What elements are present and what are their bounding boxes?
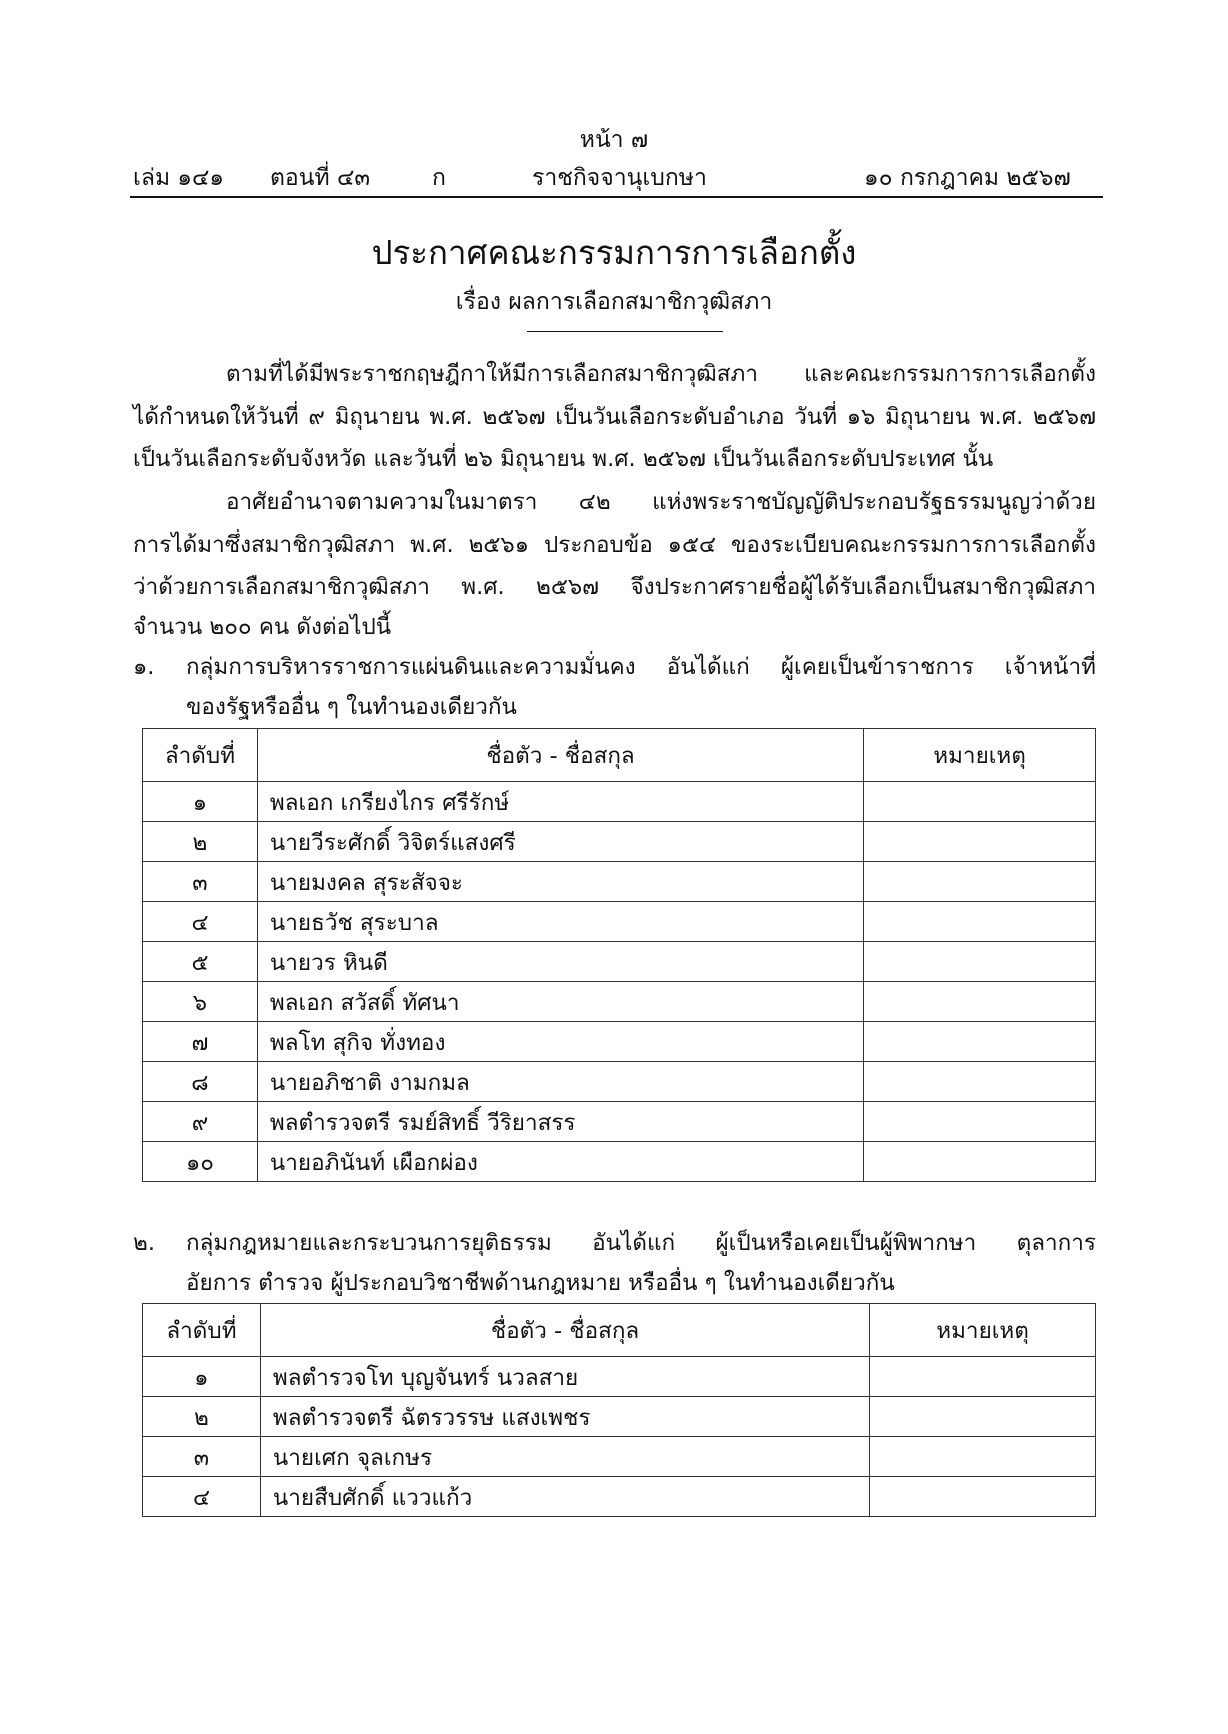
remark-cell (864, 902, 1096, 942)
name-cell: พลตำรวจตรี รมย์สิทธิ์ วีริยาสรร (257, 1102, 863, 1142)
page-number: หน้า ๗ (579, 127, 649, 153)
column-header-name: ชื่อตัว - ชื่อสกุล (260, 1304, 869, 1357)
remark-cell (864, 1102, 1096, 1142)
senators-table-group-1 (142, 728, 1096, 1182)
order-cell: ๑ (143, 1357, 261, 1397)
column-header-order: ลำดับที่ (143, 729, 258, 782)
order-cell: ๗ (143, 1022, 258, 1062)
order-cell: ๓ (143, 862, 258, 902)
remark-cell (864, 862, 1096, 902)
gazette-name: ราชกิจจานุเบกษา (532, 165, 707, 191)
group-heading-line: ของรัฐหรืออื่น ๆ ในทำนองเดียวกัน (186, 694, 517, 720)
remark-cell (864, 822, 1096, 862)
table-row (143, 1357, 1096, 1397)
name-cell: พลตำรวจตรี ฉัตรวรรษ แสงเพชร (260, 1397, 869, 1437)
column-header-name: ชื่อตัว - ชื่อสกุล (257, 729, 863, 782)
paragraph-line: ได้กำหนดให้วันที่ ๙ มิถุนายน พ.ศ. ๒๕๖๗ เป็นวันเลือกระดับอำเภอ วันที่ ๑๖ มิถุนายน พ.ศ. ๒๕๖๗ (133, 404, 1096, 430)
remark-cell (870, 1357, 1096, 1397)
issue-label: ตอนที่ ๔๓ (270, 165, 371, 191)
paragraph-line: ตามที่ได้มีพระราชกฤษฎีกาให้มีการเลือกสมาชิกวุฒิสภา และคณะกรรมการการเลือกตั้ง (226, 361, 1096, 387)
paragraph-line: การได้มาซึ่งสมาชิกวุฒิสภา พ.ศ. ๒๕๖๑ ประกอบข้อ ๑๕๔ ของระเบียบคณะกรรมการการเลือกตั้ง (133, 532, 1096, 558)
column-header-remark: หมายเหตุ (870, 1304, 1096, 1357)
paragraph-line: จำนวน ๒๐๐ คน ดังต่อไปนี้ (133, 614, 392, 640)
order-cell: ๕ (143, 942, 258, 982)
table-row (143, 902, 1096, 942)
name-cell: พลตำรวจโท บุญจันทร์ นวลสาย (260, 1357, 869, 1397)
paragraph-line: ว่าด้วยการเลือกสมาชิกวุฒิสภา พ.ศ. ๒๕๖๗ จึงประกาศรายชื่อผู้ได้รับเลือกเป็นสมาชิกวุฒิสภา (133, 574, 1096, 600)
name-cell: นายวีระศักดิ์ วิจิตร์แสงศรี (257, 822, 863, 862)
order-cell: ๑๐ (143, 1142, 258, 1182)
table-row (143, 1062, 1096, 1102)
table-row (143, 1477, 1096, 1517)
name-cell: นายสืบศักดิ์ แววแก้ว (260, 1477, 869, 1517)
group-heading-line: กลุ่มกฎหมายและกระบวนการยุติธรรม อันได้แก่ ผู้เป็นหรือเคยเป็นผู้พิพากษา ตุลาการ (186, 1230, 1096, 1256)
paragraph-line: อาศัยอำนาจตามความในมาตรา ๔๒ แห่งพระราชบัญญัติประกอบรัฐธรรมนูญว่าด้วย (226, 489, 1096, 515)
announcement-subject: เรื่อง ผลการเลือกสมาชิกวุฒิสภา (455, 289, 773, 315)
column-header-order: ลำดับที่ (143, 1304, 261, 1357)
order-cell: ๘ (143, 1062, 258, 1102)
section-label: ก (432, 165, 446, 191)
table-row (143, 782, 1096, 822)
name-cell: นายอภิชาติ งามกมล (257, 1062, 863, 1102)
publication-date: ๑๐ กรกฎาคม ๒๕๖๗ (864, 165, 1071, 191)
group-number: ๒. (133, 1230, 155, 1256)
order-cell: ๑ (143, 782, 258, 822)
name-cell: พลเอก เกรียงไกร ศรีรักษ์ (257, 782, 863, 822)
group-heading-line: อัยการ ตำรวจ ผู้ประกอบวิชาชีพด้านกฎหมาย หรืออื่น ๆ ในทำนองเดียวกัน (186, 1270, 895, 1296)
paragraph-line: เป็นวันเลือกระดับจังหวัด และวันที่ ๒๖ มิถุนายน พ.ศ. ๒๕๖๗ เป็นวันเลือกระดับประเทศ นั้น (133, 446, 994, 472)
remark-cell (864, 782, 1096, 822)
group-heading-line: กลุ่มการบริหารราชการแผ่นดินและความมั่นคง อันได้แก่ ผู้เคยเป็นข้าราชการ เจ้าหน้าที่ (186, 654, 1096, 680)
order-cell: ๖ (143, 982, 258, 1022)
order-cell: ๙ (143, 1102, 258, 1142)
remark-cell (864, 1142, 1096, 1182)
name-cell: นายมงคล สุระสัจจะ (257, 862, 863, 902)
name-cell: นายอภินันท์ เผือกผ่อง (257, 1142, 863, 1182)
table-row (143, 1437, 1096, 1477)
group-number: ๑. (133, 654, 155, 680)
table-row (143, 822, 1096, 862)
table-row (143, 1022, 1096, 1062)
order-cell: ๔ (143, 1477, 261, 1517)
order-cell: ๒ (143, 822, 258, 862)
order-cell: ๔ (143, 902, 258, 942)
remark-cell (870, 1437, 1096, 1477)
column-header-remark: หมายเหตุ (864, 729, 1096, 782)
volume-label: เล่ม ๑๔๑ (133, 165, 225, 191)
table-header-row (143, 729, 1096, 782)
remark-cell (864, 1062, 1096, 1102)
name-cell: พลโท สุกิจ ทั่งทอง (257, 1022, 863, 1062)
title-divider (527, 331, 723, 332)
remark-cell (864, 942, 1096, 982)
order-cell: ๒ (143, 1397, 261, 1437)
remark-cell (870, 1477, 1096, 1517)
table-row (143, 982, 1096, 1022)
table-row (143, 862, 1096, 902)
name-cell: นายเศก จุลเกษร (260, 1437, 869, 1477)
table-row (143, 1397, 1096, 1437)
announcement-title: ประกาศคณะกรรมการการเลือกตั้ง (371, 233, 857, 272)
header-rule (130, 196, 1103, 198)
table-row (143, 1142, 1096, 1182)
table-header-row (143, 1304, 1096, 1357)
table-row (143, 1102, 1096, 1142)
remark-cell (864, 1022, 1096, 1062)
order-cell: ๓ (143, 1437, 261, 1477)
senators-table-group-2 (142, 1303, 1096, 1517)
remark-cell (870, 1397, 1096, 1437)
table-row (143, 942, 1096, 982)
name-cell: นายธวัช สุระบาล (257, 902, 863, 942)
name-cell: พลเอก สวัสดิ์ ทัศนา (257, 982, 863, 1022)
remark-cell (864, 982, 1096, 1022)
name-cell: นายวร หินดี (257, 942, 863, 982)
